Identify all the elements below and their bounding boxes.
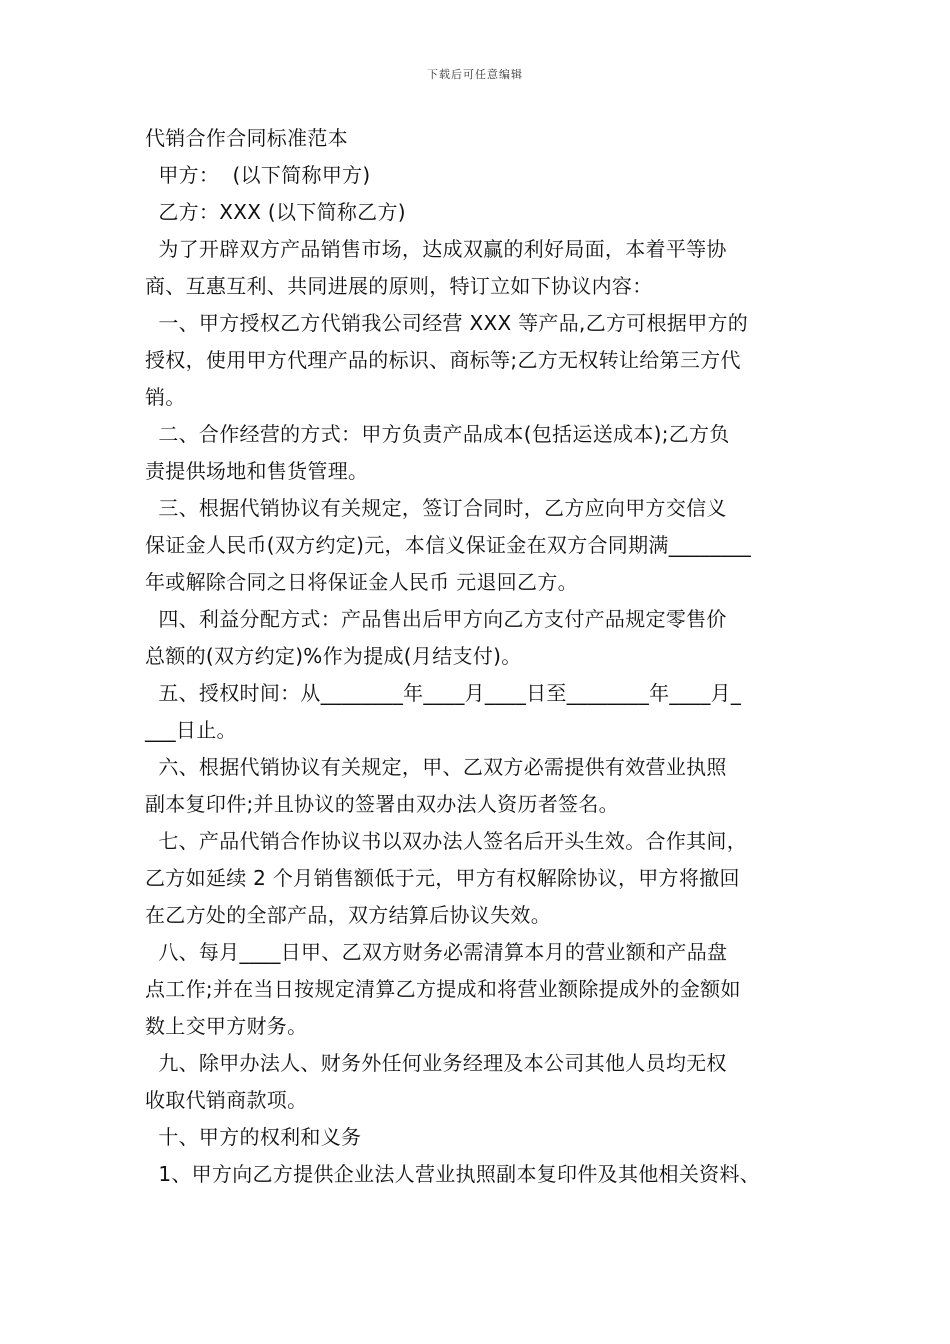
preamble-line-1: 为了开辟双方产品销售市场，达成双赢的利好局面，本着平等协: [145, 237, 727, 261]
party-a-line: 甲方： (以下简称甲方): [145, 163, 371, 187]
clause-1-line-1: 一、甲方授权乙方代销我公司经营 XXX 等产品,乙方可根据甲方的: [145, 311, 749, 335]
clause-8-line-1: 八、每月____日甲、乙双方财务必需清算本月的营业额和产品盘: [145, 940, 728, 964]
clause-6-line-1: 六、根据代销协议有关规定，甲、乙双方必需提供有效营业执照: [145, 755, 727, 779]
page-header: 下载后可任意编辑: [427, 68, 523, 81]
clause-9-line-1: 九、除甲办法人、财务外任何业务经理及本公司其他人员均无权: [145, 1051, 727, 1075]
clause-2-line-2: 责提供场地和售货管理。: [145, 459, 369, 483]
document-title: 代销合作合同标准范本: [145, 126, 348, 150]
clause-8-line-2: 点工作;并在当日按规定清算乙方提成和将营业额除提成外的金额如: [145, 977, 741, 1001]
clause-7-line-3: 在乙方处的全部产品，双方结算后协议失效。: [145, 903, 551, 927]
document-body: [145, 120, 811, 1193]
clause-3-line-1: 三、根据代销协议有关规定，签订合同时，乙方应向甲方交信义: [145, 496, 727, 520]
clause-8-line-3: 数上交甲方财务。: [145, 1014, 308, 1038]
clause-3-line-3: 年或解除合同之日将保证金人民币 元退回乙方。: [145, 570, 578, 594]
clause-5-line-1: 五、授权时间：从________年____月____日至________年____月_: [145, 681, 742, 705]
clause-1-line-3: 销。: [145, 385, 186, 409]
clause-10-item-1: 1、甲方向乙方提供企业法人营业执照副本复印件及其他相关资料、: [145, 1162, 761, 1186]
clause-7-line-2: 乙方如延续 2 个月销售额低于元，甲方有权解除协议，甲方将撤回: [145, 866, 740, 890]
clause-10-heading: 十、甲方的权利和义务: [145, 1125, 362, 1149]
clause-2-line-1: 二、合作经营的方式：甲方负责产品成本(包括运送成本);乙方负: [145, 422, 730, 446]
party-b-line: 乙方：XXX (以下简称乙方): [145, 200, 406, 224]
clause-4-line-1: 四、利益分配方式：产品售出后甲方向乙方支付产品规定零售价: [145, 607, 727, 631]
clause-5-line-2: ___日止。: [145, 718, 237, 742]
preamble-line-2: 商、互惠互利、共同进展的原则，特订立如下协议内容：: [145, 274, 653, 298]
clause-6-line-2: 副本复印件;并且协议的签署由双办法人资历者签名。: [145, 792, 619, 816]
clause-3-line-2: 保证金人民币(双方约定)元，本信义保证金在双方合同期满________: [145, 533, 752, 557]
clause-9-line-2: 收取代销商款项。: [145, 1088, 308, 1112]
clause-7-line-1: 七、产品代销合作协议书以双办法人签名后开头生效。合作其间，: [145, 829, 748, 853]
clause-1-line-2: 授权，使用甲方代理产品的标识、商标等;乙方无权转让给第三方代: [145, 348, 741, 372]
clause-4-line-2: 总额的(双方约定)%作为提成(月结支付)。: [145, 644, 522, 668]
